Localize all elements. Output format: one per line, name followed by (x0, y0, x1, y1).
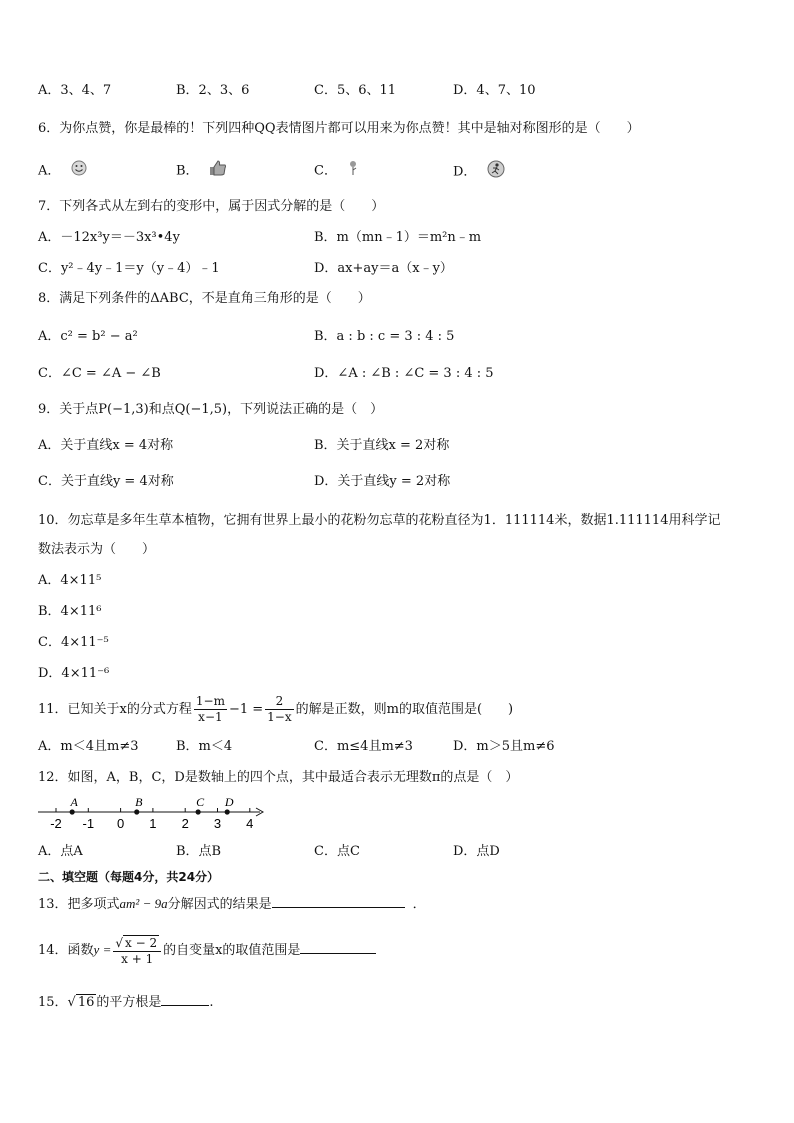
q13-end: ． (412, 897, 426, 912)
q15-stem-post: 的平方根是 (96, 995, 162, 1010)
q8-option-a: A．c² = b² − a² (38, 329, 138, 344)
q14-y: y = (93, 942, 112, 957)
q10-stem-line2: 数法表示为（ ） (38, 542, 156, 557)
q6-option-c (314, 160, 359, 182)
q7-option-a: A．－12x³y＝－3x³•4y (38, 230, 180, 245)
q6-option-b-label: B． (176, 163, 199, 179)
q14-stem-pre: 14．函数 (38, 943, 94, 958)
q13-stem (38, 895, 426, 914)
q11-option-c: C．m≤4且m≠3 (314, 739, 413, 754)
number-line-point (225, 809, 230, 814)
q14-stem-post: 的自变量x的取值范围是 (163, 943, 301, 958)
number-line-point-label: B (135, 795, 143, 809)
q11-frac1-denominator: x−1 (198, 710, 223, 724)
q10-option-a: A．4×11⁵ (38, 573, 102, 588)
number-line-tick-label: 1 (149, 816, 157, 831)
number-line-tick-label: 4 (246, 816, 254, 831)
thumbs-up-icon (209, 160, 227, 182)
q10-option-b: B．4×11⁶ (38, 604, 102, 619)
q9-option-d: D．关于直线y = 2对称 (314, 474, 451, 489)
q7-option-d: D．ax+ay＝a（x﹣y） (314, 261, 453, 276)
q7-stem: 7．下列各式从左到右的变形中，属于因式分解的是（ ） (38, 199, 385, 214)
q6-option-c-label: C． (314, 163, 337, 179)
q10-option-c: C．4×11⁻⁵ (38, 635, 109, 650)
q7-option-c: C．y²﹣4y﹣1＝y（y﹣4）﹣1 (38, 261, 220, 276)
number-line-tick-label: 2 (181, 816, 189, 831)
number-line-point-label: A (70, 795, 78, 809)
q11-option-b: B．m＜4 (176, 739, 233, 754)
q14-stem (38, 930, 376, 971)
q11-frac2-numerator: 2 (265, 694, 293, 710)
q11-option-d: D．m＞5且m≠6 (453, 739, 555, 754)
smiley-icon (71, 160, 87, 182)
q14-numerator: √ x − 2 (113, 935, 161, 952)
q9-option-c: C．关于直线y = 4对称 (38, 474, 174, 489)
q8-option-c: C．∠C = ∠A − ∠B (38, 366, 161, 381)
q14-answer-blank (300, 952, 376, 954)
number-line-point (134, 809, 139, 814)
number-line-tick-label: -1 (82, 816, 95, 831)
number-line-point (70, 809, 75, 814)
number-line-tick-label: 3 (213, 816, 222, 831)
q5-option-a: A．3、4、7 (38, 83, 112, 98)
q14-denominator: x + 1 (121, 951, 154, 966)
q6-option-d-label: D． (453, 164, 477, 180)
number-line (36, 794, 266, 832)
q11-stem-post: 的解是正数，则m的取值范围是( ) (295, 702, 514, 717)
q11-fraction-2 (265, 694, 293, 725)
q10-option-d: D．4×11⁻⁶ (38, 666, 110, 681)
q7-option-b: B．m（mn﹣1）＝m²n﹣m (314, 230, 482, 245)
q14-fraction (113, 935, 161, 967)
q15-stem: 15．√ 16 的平方根是 . (38, 995, 214, 1010)
q6-option-b (176, 160, 227, 182)
q11-option-a: A．m＜4且m≠3 (38, 739, 139, 754)
q8-option-d: D．∠A : ∠B : ∠C = 3 : 4 : 5 (314, 366, 494, 381)
q13-stem-pre: 13．把多项式 (38, 897, 120, 912)
q5-option-b: B．2、3、6 (176, 83, 250, 98)
q10-stem-line1: 10．勿忘草是多年生草本植物，它拥有世界上最小的花粉勿忘草的花粉直径为1．111114米，数据1.111114用科学记 (38, 513, 721, 528)
number-line-point-label: C (196, 795, 205, 809)
q9-option-a: A．关于直线x = 4对称 (38, 438, 174, 453)
q11-fraction-1 (194, 694, 227, 725)
q6-option-d (453, 160, 505, 184)
q6-option-a (38, 160, 87, 182)
number-line-tick-label: -2 (50, 816, 62, 831)
q9-stem: 9．关于点P(−1,3)和点Q(−1,5)，下列说法正确的是（ ） (38, 402, 384, 417)
q8-stem: 8．满足下列条件的ΔABC，不是直角三角形的是（ ） (38, 291, 371, 306)
rose-icon (347, 160, 359, 182)
q14-radicand: x − 2 (125, 935, 158, 950)
q5-option-d: D．4、7、10 (453, 83, 536, 98)
q13-stem-post: 分解因式的结果是 (167, 897, 272, 912)
number-line-tick-label: 0 (116, 816, 125, 831)
q11-stem-mid: −1 = (228, 702, 264, 717)
q9-option-b: B．关于直线x = 2对称 (314, 438, 450, 453)
q15-number: 15． (38, 995, 68, 1010)
q12-option-a: A．点A (38, 844, 83, 859)
running-man-icon (487, 160, 505, 184)
q15-answer-blank (161, 1004, 209, 1006)
q11-stem-pre: 11．已知关于x的分式方程 (38, 702, 192, 717)
q11-stem (38, 692, 513, 728)
q8-option-b: B．a : b : c = 3 : 4 : 5 (314, 329, 455, 344)
q11-frac2-denominator: 1−x (267, 710, 292, 724)
number-line-point (196, 809, 201, 814)
number-line-point-label: D (224, 795, 234, 809)
q13-expression: am² − 9a (119, 896, 168, 911)
q15-end: . (209, 995, 214, 1010)
q13-answer-blank (272, 906, 405, 908)
q11-frac1-numerator: 1−m (195, 694, 225, 708)
q12-option-b: B．点B (176, 844, 222, 859)
q6-option-a-label: A． (38, 163, 61, 179)
q5-option-c: C．5、6、11 (314, 83, 397, 98)
q12-stem: 12．如图，A，B，C，D是数轴上的四个点，其中最适合表示无理数π的点是（ ） (38, 770, 519, 785)
q12-option-d: D．点D (453, 844, 500, 859)
q15-radicand: 16 (77, 995, 95, 1010)
q12-option-c: C．点C (314, 844, 360, 859)
section-fill-in-heading: 二、填空题（每题4分，共24分） (38, 870, 220, 884)
q6-stem: 6．为你点赞，你是最棒的！下列四种QQ表情图片都可以用来为你点赞！其中是轴对称图形的是（ ） (38, 121, 640, 136)
